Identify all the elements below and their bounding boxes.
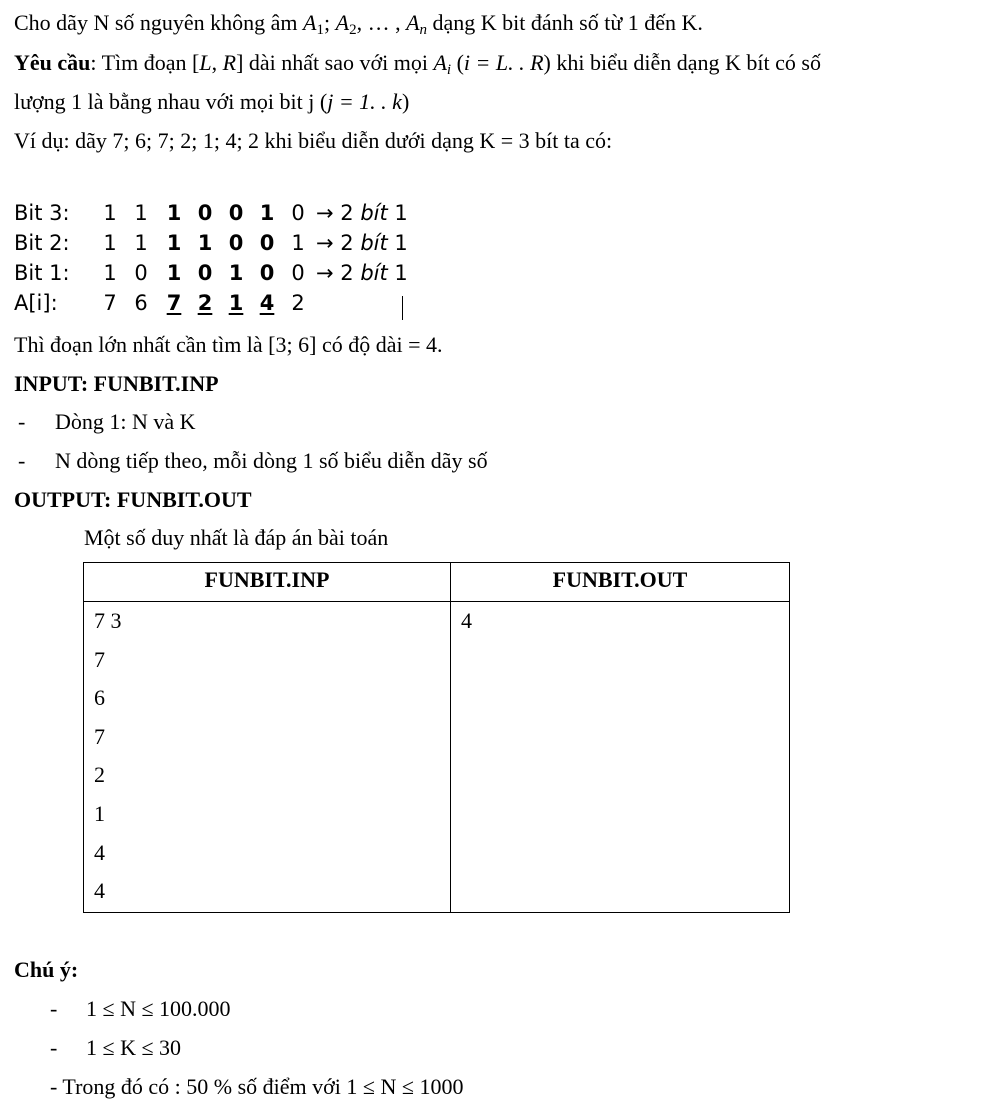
output-description: Một số duy nhất là đáp án bài toán <box>84 525 389 550</box>
request-condition-2: j = 1. . k <box>327 89 402 114</box>
input-heading: INPUT: FUNBIT.INP <box>14 371 219 396</box>
inp-line: 2 <box>94 762 105 788</box>
bit-cell: 1 <box>103 201 117 225</box>
bit-cell: 1 <box>166 261 182 285</box>
request-line2-a: lượng 1 là bằng nhau với mọi bit j ( <box>14 89 328 114</box>
request-text-4: ) khi biểu diễn dạng K bít có số <box>543 50 821 75</box>
inp-line: 7 3 <box>94 608 122 633</box>
example-table <box>83 562 790 913</box>
a-cell: 7 <box>103 291 117 315</box>
inp-line: 1 <box>94 800 105 826</box>
bit-cell: 1 <box>259 201 275 225</box>
result-word: bít <box>360 201 388 225</box>
intro-suffix: dạng K bit đánh số từ 1 đến K. <box>427 10 703 35</box>
a2-symbol: A <box>335 10 350 35</box>
result-arrow: → 2 <box>316 201 361 225</box>
input-item-1 <box>18 408 25 436</box>
input-item-2 <box>18 447 25 475</box>
bit-cell: 1 <box>291 231 305 255</box>
inp-cell <box>84 602 451 913</box>
result-arrow: → 2 <box>316 231 361 255</box>
a2-subscript: 2 <box>349 22 357 38</box>
note-dash: - <box>50 996 58 1021</box>
Ai-subscript: i <box>446 62 452 78</box>
bit-cell: 1 <box>134 231 148 255</box>
intro-sep2: , … , <box>356 10 407 35</box>
table-header-out: FUNBIT.OUT <box>451 563 790 602</box>
bit-cell: 0 <box>228 231 244 255</box>
note-2: 1 ≤ K ≤ 30 <box>86 1035 182 1060</box>
result-word: bít <box>360 231 388 255</box>
note-heading: Chú ý: <box>14 957 79 982</box>
result-arrow: → 2 <box>316 261 361 285</box>
bit-row-label: Bit 3: <box>14 201 70 225</box>
dash: - <box>18 409 26 434</box>
table-row <box>84 602 790 913</box>
bit-cell: 0 <box>259 231 275 255</box>
bit-row-result <box>316 259 408 287</box>
a1-subscript: 1 <box>316 22 324 38</box>
bit-cell: 1 <box>103 231 117 255</box>
bit-cell: 0 <box>259 261 275 285</box>
request-text-1: : Tìm đoạn [ <box>90 50 200 75</box>
L-symbol: L <box>199 50 212 75</box>
request-text-3: ( <box>451 50 464 75</box>
dash: - <box>18 448 26 473</box>
bit-cell: 0 <box>134 261 148 285</box>
bit-cell: 0 <box>291 201 305 225</box>
bit-cell: 1 <box>134 201 148 225</box>
table-header-inp: FUNBIT.INP <box>84 563 451 602</box>
bit-cell: 1 <box>103 261 117 285</box>
Ai-symbol: A <box>433 50 447 75</box>
result-word: bít <box>360 261 388 285</box>
a-cell: 7 <box>166 291 182 315</box>
an-symbol: A <box>406 10 420 35</box>
request-line-1 <box>14 49 821 77</box>
bit-row-label: Bit 2: <box>14 231 70 255</box>
conclusion: Thì đoạn lớn nhất cần tìm là [3; 6] có độ dài = 4. <box>14 332 443 357</box>
request-text-2: ] dài nhất sao với mọi <box>236 50 434 75</box>
a-cell: 6 <box>134 291 148 315</box>
output-heading: OUTPUT: FUNBIT.OUT <box>14 487 252 512</box>
request-line-2 <box>14 88 409 116</box>
a-row-label: A[i]: <box>14 291 58 315</box>
note-1: 1 ≤ N ≤ 100.000 <box>86 996 231 1021</box>
cursor-bar <box>402 296 403 320</box>
out-line: 4 <box>461 608 472 633</box>
bit-cell: 1 <box>197 231 213 255</box>
intro-prefix: Cho dãy N số nguyên không âm <box>14 10 304 35</box>
table-header-row <box>84 563 790 602</box>
intro-sep1: ; <box>323 10 336 35</box>
inp-line: 6 <box>94 685 105 711</box>
inp-line: 4 <box>94 839 105 865</box>
request-label: Yêu cầu <box>14 50 91 75</box>
a-row <box>14 289 434 319</box>
bit-row-result <box>316 199 408 227</box>
bit-cell: 0 <box>228 201 244 225</box>
a-cell: 2 <box>291 291 305 315</box>
bit-cell: 1 <box>166 201 182 225</box>
request-comma: , <box>211 50 223 75</box>
out-cell <box>451 602 790 913</box>
example-intro: Ví dụ: dãy 7; 6; 7; 2; 1; 4; 2 khi biểu diễn dưới dạng K = 3 bít ta có: <box>14 128 613 153</box>
result-num: 1 <box>387 231 408 255</box>
bit-table <box>14 199 434 319</box>
result-num: 1 <box>387 201 408 225</box>
inp-line: 7 <box>94 646 105 672</box>
intro-line <box>14 9 703 37</box>
inp-line: 7 <box>94 723 105 749</box>
input-item-1-text: Dòng 1: N và K <box>55 409 196 434</box>
result-num: 1 <box>387 261 408 285</box>
bit-row-3 <box>14 199 434 229</box>
bit-row-label: Bit 1: <box>14 261 70 285</box>
a-cell: 4 <box>259 291 275 315</box>
note-3: - Trong đó có : 50 % số điểm với 1 ≤ N ≤ 1000 <box>50 1074 464 1099</box>
a-cell: 2 <box>197 291 213 315</box>
bit-cell: 0 <box>291 261 305 285</box>
bit-cell: 0 <box>197 261 213 285</box>
inp-line: 4 <box>94 878 105 904</box>
bit-cell: 0 <box>197 201 213 225</box>
a-cell: 1 <box>228 291 244 315</box>
request-line2-b: ) <box>401 89 410 114</box>
a1-symbol: A <box>303 10 317 35</box>
note-dash: - <box>50 1035 58 1060</box>
bit-row-2 <box>14 229 434 259</box>
input-item-2-text: N dòng tiếp theo, mỗi dòng 1 số biểu diễn dãy số <box>55 448 488 473</box>
bit-row-result <box>316 229 408 257</box>
request-condition: i = L. . R <box>463 50 544 75</box>
bit-row-1 <box>14 259 434 289</box>
R-symbol: R <box>222 50 237 75</box>
bit-cell: 1 <box>166 231 182 255</box>
bit-cell: 1 <box>228 261 244 285</box>
an-subscript: n <box>419 22 428 38</box>
